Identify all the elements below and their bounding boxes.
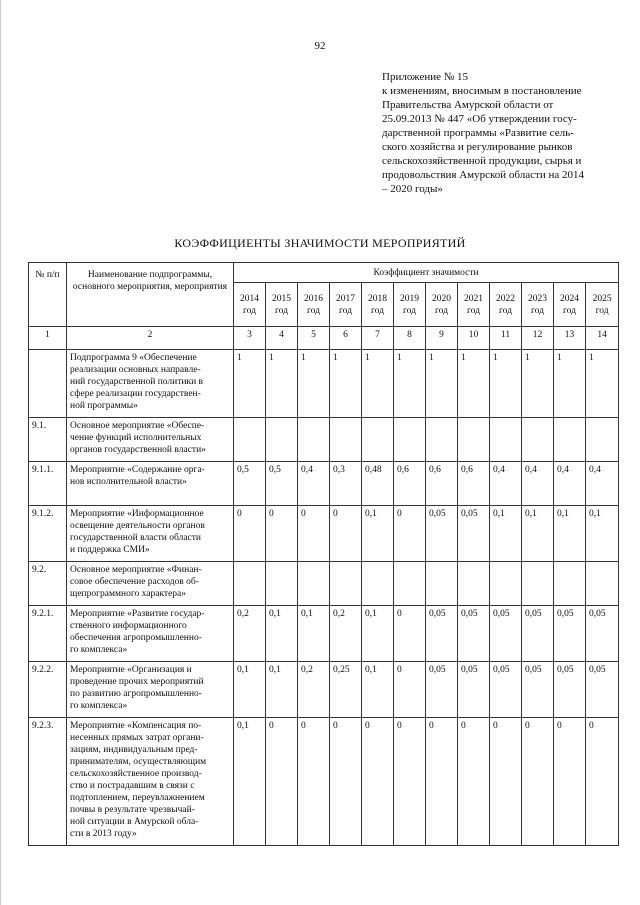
appendix-line: Приложение № 15 [382,71,469,83]
row-name [67,662,234,718]
row-name-line: Мероприятие «Организация и [70,665,192,675]
coefficient-value [586,418,619,462]
coefficient-value: 0 [362,718,394,846]
year-unit: год [339,305,352,316]
row-name-line: по развитию агропромышленно- [70,689,202,699]
header-year [522,283,554,327]
year-unit: год [499,305,512,316]
row-name-line: Мероприятие «Компенсация по- [70,721,202,731]
row-name-line: сельскохозяйственное производ- [70,769,202,779]
appendix-line: Правительства Амурской области от [382,99,554,111]
coefficient-value: 0,05 [522,606,554,662]
row-number: 9.2.2. [29,662,67,718]
coefficient-value [266,562,298,606]
row-name-line: Основное мероприятие «Финан- [70,565,202,575]
header-number: № п/п [29,263,67,327]
coefficient-value: 0 [522,718,554,846]
table-row [29,562,619,606]
coefficient-value: 0,48 [362,462,394,506]
coefficient-value: 0 [586,718,619,846]
coefficient-value: 0,1 [362,506,394,562]
row-name-line: почвы в результате чрезвычай- [70,805,195,815]
coefficient-value: 0,1 [362,662,394,718]
coefficient-value: 0,4 [490,462,522,506]
coefficient-value [426,562,458,606]
coefficient-value [362,562,394,606]
row-name-line: обеспечения агропромышленно- [70,633,202,643]
coefficient-value: 0,2 [330,606,362,662]
year-unit: год [403,305,416,316]
coefficient-value: 0,1 [298,606,330,662]
coefficient-value: 1 [298,350,330,418]
coefficient-value [554,562,586,606]
page-number: 92 [314,40,326,52]
table-body [29,263,619,846]
table-row [29,506,619,562]
row-number: 9.1.1. [29,462,67,506]
coefficient-value [458,562,490,606]
coefficient-value: 0,05 [426,662,458,718]
coefficient-value: 0,05 [522,662,554,718]
column-number: 4 [266,327,298,350]
year-value: 2023 [528,293,547,304]
row-name-line: проведение прочих мероприятий [70,677,204,687]
table-row [29,662,619,718]
appendix-line: – 2020 годы» [382,183,443,195]
coefficient-value: 0,4 [298,462,330,506]
year-value: 2024 [560,293,579,304]
year-unit: год [563,305,576,316]
coefficient-value: 0 [330,506,362,562]
coefficient-value: 0,4 [554,462,586,506]
year-value: 2020 [432,293,451,304]
row-name [67,462,234,506]
column-number: 7 [362,327,394,350]
row-name [67,718,234,846]
column-number: 9 [426,327,458,350]
coefficient-value: 0,05 [554,606,586,662]
coefficient-value [522,418,554,462]
header-row [29,263,619,283]
row-name [67,418,234,462]
row-name-line: ной программы» [70,401,138,411]
year-value: 2016 [304,293,323,304]
header-year [394,283,426,327]
coefficient-value: 1 [522,350,554,418]
column-numbers-row [29,327,619,350]
coefficients-table [28,262,619,846]
coefficient-value [298,562,330,606]
coefficient-value [490,418,522,462]
column-number: 1 [29,327,67,350]
coefficient-value: 0,2 [234,606,266,662]
column-number: 12 [522,327,554,350]
coefficient-value: 0,1 [522,506,554,562]
coefficient-value: 1 [426,350,458,418]
row-name-line: Мероприятие «Информационное [70,509,204,519]
coefficient-value: 0 [298,506,330,562]
coefficient-value: 0,05 [458,662,490,718]
header-year [234,283,266,327]
appendix-line: сельскохозяйственной продукции, сырья и [382,155,582,167]
coefficient-value [426,418,458,462]
coefficient-value: 0 [394,606,426,662]
row-name-line: щепрограммного характера» [70,589,187,599]
row-number: 9.1.2. [29,506,67,562]
coefficient-value: 0,1 [490,506,522,562]
coefficient-value [554,418,586,462]
coefficient-value [522,562,554,606]
coefficient-value: 0,05 [586,662,619,718]
header-coefficient: Коэффициент значимости [234,263,619,283]
year-value: 2022 [496,293,515,304]
year-value: 2015 [272,293,291,304]
coefficient-value: 0,5 [234,462,266,506]
coefficient-value: 0,05 [554,662,586,718]
coefficient-value: 0,5 [266,462,298,506]
coefficient-value: 0,3 [330,462,362,506]
coefficient-value: 1 [586,350,619,418]
header-year [266,283,298,327]
coefficient-value: 0,1 [362,606,394,662]
table-row [29,350,619,418]
coefficient-value: 0 [330,718,362,846]
coefficient-value: 0,05 [586,606,619,662]
table-row [29,462,619,506]
coefficient-value: 0 [266,718,298,846]
coefficient-value [330,418,362,462]
year-value: 2018 [368,293,387,304]
year-unit: год [307,305,320,316]
coefficient-value: 1 [554,350,586,418]
row-name-line: ственного информационного [70,621,187,631]
coefficient-value: 0 [234,506,266,562]
row-name [67,562,234,606]
column-number: 11 [490,327,522,350]
appendix-note [382,70,622,196]
year-value: 2021 [464,293,483,304]
row-name-line: Мероприятие «Содержание орга- [70,465,205,475]
row-name-line: органов государственной власти» [70,445,206,455]
header-year [458,283,490,327]
row-name-line: принимателям, осуществляющим [70,757,207,767]
row-name [67,350,234,418]
table-row [29,418,619,462]
header-name: Наименование подпрограммы, основного мероприятия, мероприятия [67,263,234,327]
year-value: 2014 [240,293,259,304]
appendix-line: ского хозяйства и регулирование рынков [382,141,573,153]
scan-edge [0,0,1,905]
coefficient-value: 0 [554,718,586,846]
row-name-line: зациям, индивидуальным пред- [70,745,198,755]
coefficient-value [266,418,298,462]
coefficient-value: 0,05 [490,606,522,662]
coefficient-value: 0,4 [586,462,619,506]
coefficient-value: 1 [266,350,298,418]
appendix-line: к изменениям, вносимым в постановление [382,85,582,97]
coefficient-value: 1 [234,350,266,418]
coefficient-value: 0,6 [426,462,458,506]
coefficient-value: 0,1 [266,662,298,718]
column-number: 3 [234,327,266,350]
row-name-line: реализации основных направле- [70,365,201,375]
row-name-line: сфере реализации государствен- [70,389,201,399]
row-name-line: ной ситуации в Амурской обла- [70,817,199,827]
row-name-line: освещение деятельности органов [70,521,205,531]
coefficient-value: 0 [426,718,458,846]
coefficient-value [298,418,330,462]
coefficient-value: 0,05 [458,506,490,562]
row-number: 9.2.1. [29,606,67,662]
year-unit: год [595,305,609,316]
table-row [29,718,619,846]
row-name-line: ство и пострадавшим в связи с [70,781,195,791]
row-name-line: государственной власти области [70,533,201,543]
row-name-line: нов исполнительной власти» [70,477,187,487]
year-value: 2019 [400,293,419,304]
column-number: 6 [330,327,362,350]
row-name-line: сти в 2013 году» [70,829,137,839]
row-name [67,606,234,662]
coefficient-value: 1 [490,350,522,418]
coefficient-value: 0 [298,718,330,846]
coefficient-value [330,562,362,606]
column-number: 5 [298,327,330,350]
coefficient-value [234,562,266,606]
column-number: 13 [554,327,586,350]
coefficient-value [234,418,266,462]
coefficient-value: 0 [394,662,426,718]
header-year [586,283,619,327]
coefficient-value: 0,1 [234,662,266,718]
coefficient-value: 0,1 [586,506,619,562]
coefficient-value: 0,05 [490,662,522,718]
year-unit: год [531,305,544,316]
year-value: 2025 [592,293,612,304]
row-name-line: Основное мероприятие «Обеспе- [70,421,205,431]
header-year [490,283,522,327]
header-year [298,283,330,327]
document-title: КОЭФФИЦИЕНТЫ ЗНАЧИМОСТИ МЕРОПРИЯТИЙ [174,236,466,250]
row-number: 9.2. [29,562,67,606]
coefficient-value: 0,05 [426,606,458,662]
coefficient-value: 1 [458,350,490,418]
coefficient-value [490,562,522,606]
coefficient-value: 0,1 [266,606,298,662]
appendix-line: дарственной программы «Развитие сель- [382,127,574,139]
year-unit: год [371,305,384,316]
coefficient-value [394,418,426,462]
row-name-line: Мероприятие «Развитие государ- [70,609,205,619]
row-number: 9.2.3. [29,718,67,846]
year-unit: год [243,305,256,316]
column-number: 8 [394,327,426,350]
row-name [67,506,234,562]
appendix-line: 25.09.2013 № 447 «Об утверждении госу- [382,113,577,125]
row-number: 9.1. [29,418,67,462]
coefficient-value: 0,4 [522,462,554,506]
coefficient-value: 1 [330,350,362,418]
header-year [554,283,586,327]
coefficient-value [458,418,490,462]
year-unit: год [275,305,288,316]
row-name-line: совое обеспечение расходов об- [70,577,199,587]
coefficient-value [586,562,619,606]
row-name-line: и поддержка СМИ» [70,545,150,555]
coefficient-value: 0,25 [330,662,362,718]
coefficient-value: 0 [394,718,426,846]
table-row [29,606,619,662]
coefficient-value: 0,2 [298,662,330,718]
coefficient-value: 0,6 [458,462,490,506]
row-name-line: несенных прямых затрат органи- [70,733,204,743]
appendix-line: продовольствия Амурской области на 2014 [382,169,584,181]
row-name-line: чение функций исполнительных [70,433,202,443]
coefficient-value [362,418,394,462]
column-number: 2 [67,327,234,350]
row-number [29,350,67,418]
coefficient-value: 0,6 [394,462,426,506]
column-number: 14 [586,327,619,350]
coefficient-value: 0,05 [426,506,458,562]
header-year [330,283,362,327]
coefficient-value: 0 [490,718,522,846]
coefficient-value: 0 [394,506,426,562]
row-name-line: Подпрограмма 9 «Обеспечение [70,353,197,363]
coefficient-value: 0,05 [458,606,490,662]
header-year [426,283,458,327]
coefficient-value: 0,1 [234,718,266,846]
year-value: 2017 [336,293,355,304]
coefficient-value: 1 [362,350,394,418]
year-unit: год [435,305,448,316]
coefficient-value: 0 [458,718,490,846]
header-year [362,283,394,327]
row-name-line: подтоплением, переувлажнением [70,793,205,803]
row-name-line: го комплекса» [70,701,128,711]
coefficient-value: 0 [266,506,298,562]
coefficient-value: 0,1 [554,506,586,562]
coefficient-value: 1 [394,350,426,418]
row-name-line: го комплекса» [70,645,128,655]
year-unit: год [467,305,480,316]
coefficient-value [394,562,426,606]
row-name-line: ний государственной политики в [70,377,204,387]
column-number: 10 [458,327,490,350]
